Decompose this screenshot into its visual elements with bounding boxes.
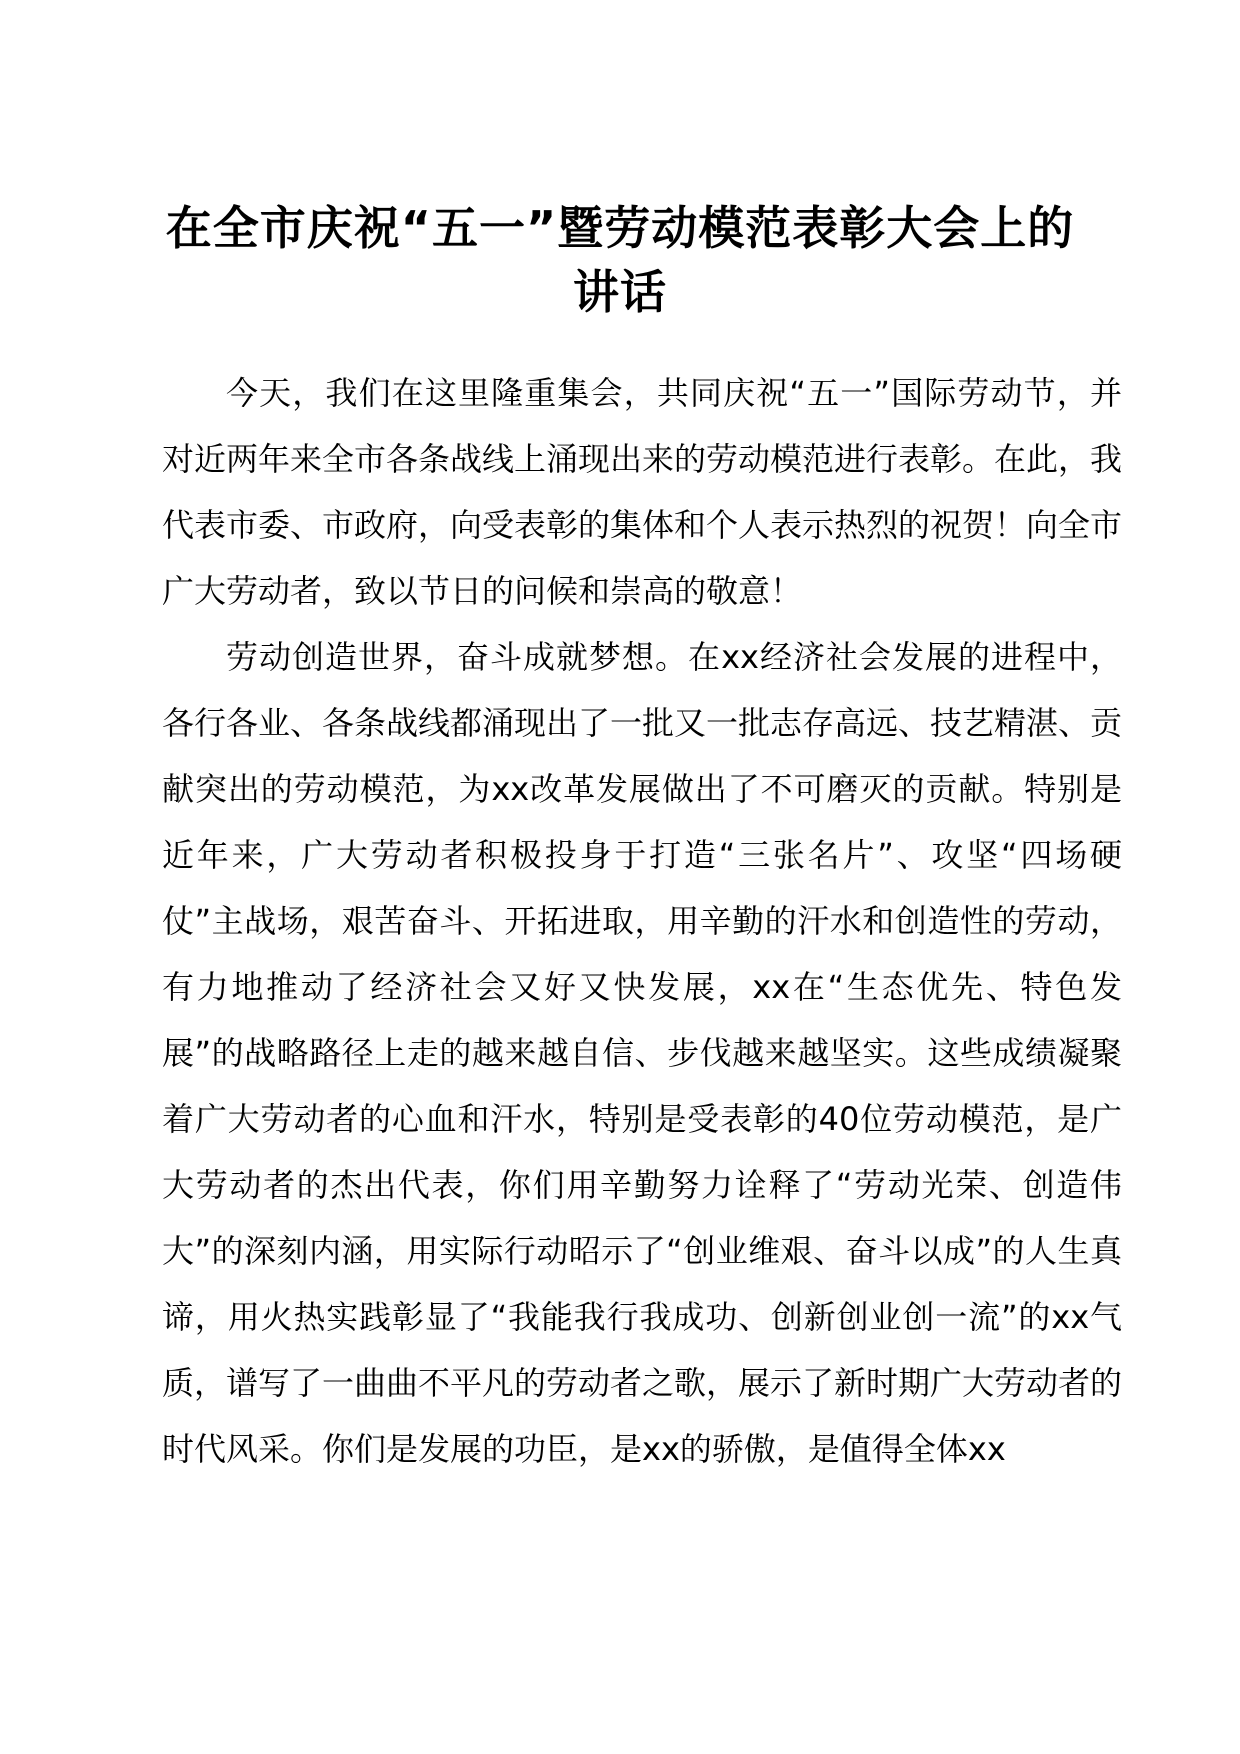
paragraph-1: 今天，我们在这里隆重集会，共同庆祝“五一”国际劳动节，并对近两年来全市各条战线上涌现出来的劳动模范进行表彰。在此，我代表市委、市政府，向受表彰的集体和个人表示热烈的祝贺！向全市广大劳动者，致以节日的问候和崇高的敬意！ <box>162 374 1123 610</box>
title-line-2: 讲话 <box>573 265 667 319</box>
paragraph-2: 劳动创造世界，奋斗成就梦想。在xx经济社会发展的进程中，各行各业、各条战线都涌现出了一批又一批志存高远、技艺精湛、贡献突出的劳动模范，为xx改革发展做出了不可磨灭的贡献。特别是近年来，广大劳动者积极投身于打造“三张名片”、攻坚“四场硬仗”主战场，艰苦奋斗、开拓进取，用辛勤的汗水和创造性的劳动，有力地推动了经济社会又好又快发展，xx在“生态优先、特色发展”的战略路径上走的越来越自信、步伐越来越坚实。这些成绩凝聚着广大劳动者的心血和汗水，特别是受表彰的40位劳动模范，是广大劳动者的杰出代表，你们用辛勤努力诠释了“劳动光荣、创造伟大”的深刻内涵，用实际行动昭示了“创业维艰、奋斗以成”的人生真谛，用火热实践彰显了“我能我行我成功、创新创业创一流”的xx气质，谱写了一曲曲不平凡的劳动者之歌，展示了新时期广大劳动者的时代风采。你们是发展的功臣，是xx的骄傲，是值得全体xx <box>162 638 1123 1468</box>
title-line-1: 在全市庆祝“五一”暨劳动模范表彰大会上的 <box>165 201 1075 255</box>
document-body <box>162 360 1122 1482</box>
document-title <box>150 196 1090 324</box>
